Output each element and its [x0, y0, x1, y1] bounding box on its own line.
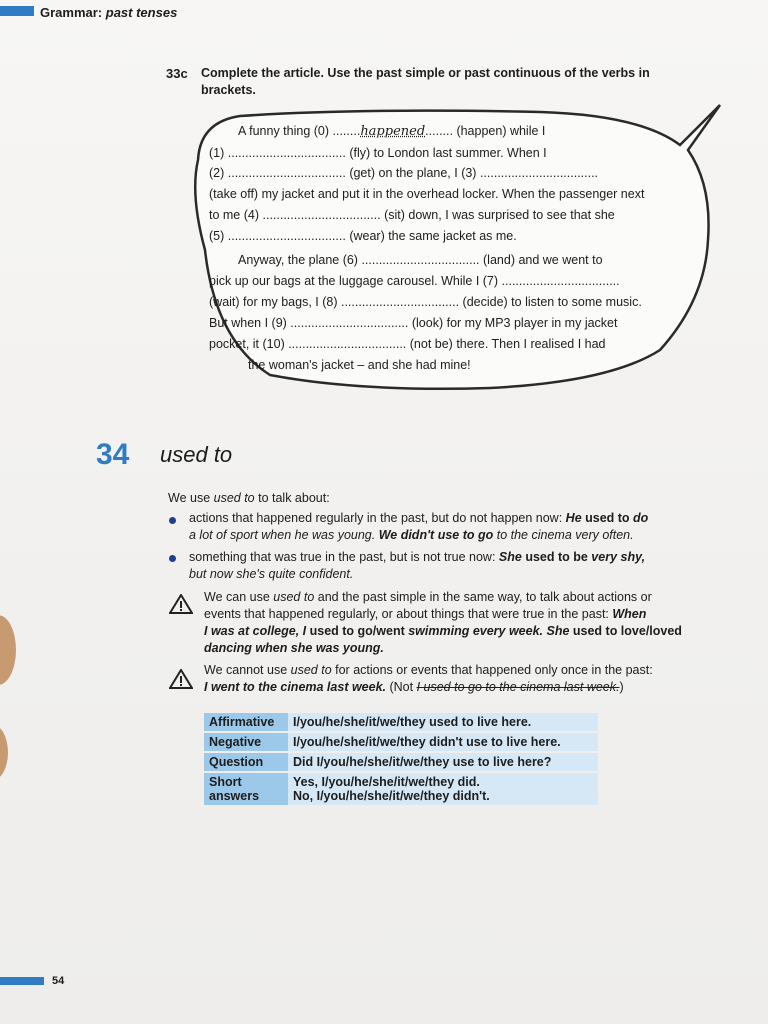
short-answer-yes: Yes, I/you/he/she/it/we/they did.: [293, 775, 480, 789]
exercise-line-1: (1) .................................. (fly) to London last summer. When I: [209, 146, 547, 160]
answer-blank-6[interactable]: ..................................: [361, 253, 480, 267]
table-row-value: I/you/he/she/it/we/they didn't use to live here.: [288, 733, 598, 751]
table-row-label: Affirmative: [204, 713, 288, 731]
running-header: [40, 5, 177, 20]
header-title: Grammar:: [40, 5, 103, 20]
answer-blank-10[interactable]: ..................................: [288, 337, 407, 351]
section-intro: We use used to to talk about:: [168, 491, 330, 505]
bullet-item-1: actions that happened regularly in the past, but do not happen now: He used to do a lot of sport when he was young. We didn't use to go to the cinema very often.: [189, 511, 649, 542]
note-2: We cannot use used to for actions or events that happened only once in the past: I went to the cinema last week. (Not I used to go to the cinema last week.): [204, 663, 653, 694]
exercise-line-0: A funny thing (0) ........happened........ (happen) while I: [238, 124, 546, 139]
header-accent-bar: [0, 6, 34, 16]
table-row: [204, 713, 598, 731]
warning-triangle-icon: [169, 594, 193, 614]
table-row: [204, 733, 598, 751]
exercise-line-7: pick up our bags at the luggage carousel. While I (7) ..................................: [209, 274, 620, 288]
exercise-id: 33c: [166, 66, 188, 81]
bullet-item-2: something that was true in the past, but is not true now: She used to be very shy, but now she's quite confident.: [189, 550, 646, 581]
bullet-icon: [169, 555, 176, 562]
exercise-line-5: (5) .................................. (wear) the same jacket as me.: [209, 229, 517, 243]
exercise-line-8: (wait) for my bags, I (8) .................................. (decide) to listen to some music.: [209, 295, 642, 309]
table-row-label: Negative: [204, 733, 288, 751]
exercise-line-9: But when I (9) .................................. (look) for my MP3 player in my jacket: [209, 316, 618, 330]
table-row: [204, 753, 598, 771]
note-1: We can use used to and the past simple in the same way, to talk about actions or events that happened regularly, or about things that were true in the past: When I was at college, I used to go/went swimming every week. She used to love/loved dancing when she was young.: [204, 590, 682, 655]
exercise-line-4: to me (4) .................................. (sit) down, I was surprised to see that she: [209, 208, 615, 222]
answer-blank-4[interactable]: ..................................: [262, 208, 381, 222]
answer-blank-8[interactable]: ..................................: [340, 295, 460, 309]
table-row-label: Short answers: [204, 773, 288, 805]
page-number: 54: [52, 975, 65, 987]
answer-blank-9[interactable]: ..................................: [290, 316, 409, 330]
speech-bubble-icon: [160, 100, 730, 400]
answer-blank-2[interactable]: ..................................: [227, 166, 346, 180]
exercise-line-2: (2) .................................. (get) on the plane, I (3) ..................................: [209, 166, 599, 180]
exercise-line-3: (take off) my jacket and put it in the overhead locker. When the passenger next: [209, 187, 645, 201]
answer-0: happened: [360, 124, 426, 139]
exercise-line-10: pocket, it (10) .................................. (not be) there. Then I realised I had: [209, 337, 606, 351]
section-title: used to: [160, 442, 233, 467]
warning-triangle-icon: [169, 669, 193, 689]
table-row: [204, 773, 598, 805]
grammar-table: [204, 711, 598, 807]
answer-blank-7[interactable]: ..................................: [501, 274, 620, 288]
exercise-line-11: the woman's jacket – and she had mine!: [248, 358, 471, 372]
header-subtitle: past tenses: [105, 5, 178, 20]
table-row-label: Question: [204, 753, 288, 771]
exercise-instruction: Complete the article. Use the past simple or past continuous of the verbs in brackets.: [201, 66, 650, 97]
answer-blank-1[interactable]: ..................................: [227, 146, 346, 160]
table-row-value: I/you/he/she/it/we/they used to live here.: [288, 713, 598, 731]
bullet-icon: [169, 517, 176, 524]
short-answer-no: No, I/you/he/she/it/we/they didn't.: [293, 789, 490, 803]
table-row-value: [288, 773, 598, 805]
section-number: 34: [96, 438, 130, 471]
answer-blank-3[interactable]: ..................................: [479, 166, 599, 180]
answer-blank-5[interactable]: ..................................: [227, 229, 346, 243]
footer-accent-bar: [0, 977, 44, 985]
exercise-line-6: Anyway, the plane (6) .................................. (land) and we went to: [238, 253, 603, 267]
table-row-value: Did I/you/he/she/it/we/they use to live here?: [288, 753, 598, 771]
